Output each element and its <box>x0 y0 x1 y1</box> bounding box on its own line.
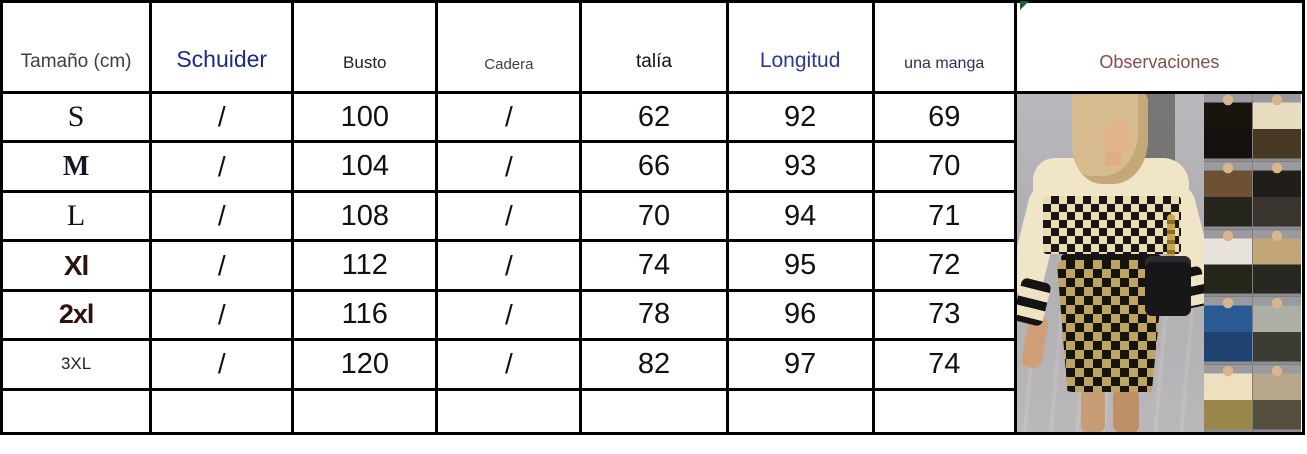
una-manga-value: 74 <box>873 340 1015 389</box>
schuider-value: / <box>151 142 293 191</box>
una-manga-value: 69 <box>873 93 1015 142</box>
empty-cell <box>873 389 1015 433</box>
schuider-value: / <box>151 93 293 142</box>
photo-bottom-margin <box>1017 432 1302 434</box>
variant-thumbnail <box>1204 365 1252 432</box>
cadera-value: / <box>437 191 581 240</box>
main-product-photo <box>1017 94 1204 432</box>
empty-cell <box>727 389 873 433</box>
empty-cell <box>437 389 581 433</box>
column-header-cadera: Cadera <box>437 2 581 93</box>
empty-cell <box>581 389 727 433</box>
talia-value: 82 <box>581 340 727 389</box>
header-row <box>2 2 1304 93</box>
column-header-talia: talía <box>581 2 727 93</box>
cadera-value: / <box>437 340 581 389</box>
busto-value: 100 <box>293 93 437 142</box>
cadera-value: / <box>437 241 581 290</box>
cadera-value: / <box>437 290 581 339</box>
talia-value: 74 <box>581 241 727 290</box>
size-label: 3XL <box>2 340 151 389</box>
model-left-leg <box>1081 390 1105 432</box>
longitud-value: 95 <box>727 241 873 290</box>
thumbnail-grid <box>1204 94 1301 432</box>
empty-cell <box>293 389 437 433</box>
size-label: M <box>2 142 151 191</box>
busto-value: 112 <box>293 241 437 290</box>
variant-thumbnail <box>1253 162 1301 229</box>
variant-thumbnail <box>1253 365 1301 432</box>
observaciones-photo-cell <box>1015 93 1303 434</box>
una-manga-value: 72 <box>873 241 1015 290</box>
una-manga-value: 70 <box>873 142 1015 191</box>
schuider-value: / <box>151 290 293 339</box>
talia-value: 70 <box>581 191 727 240</box>
schuider-value: / <box>151 241 293 290</box>
handbag <box>1145 256 1191 316</box>
model-neck <box>1105 152 1121 166</box>
cadera-value: / <box>437 93 581 142</box>
talia-value: 66 <box>581 142 727 191</box>
size-label: 2xl <box>2 290 151 339</box>
column-header-tamano: Tamaño (cm) <box>2 2 151 93</box>
model-face <box>1103 120 1131 156</box>
table-row-s <box>2 93 1304 142</box>
una-manga-value: 71 <box>873 191 1015 240</box>
cell-flag-icon <box>1020 1 1029 10</box>
variant-thumbnail <box>1204 94 1252 161</box>
longitud-value: 94 <box>727 191 873 240</box>
column-header-observaciones: Observaciones <box>1015 2 1303 93</box>
longitud-value: 92 <box>727 93 873 142</box>
empty-cell <box>151 389 293 433</box>
una-manga-value: 73 <box>873 290 1015 339</box>
column-header-busto: Busto <box>293 2 437 93</box>
product-photo <box>1017 94 1302 432</box>
variant-thumbnail <box>1204 162 1252 229</box>
column-header-schuider: Schuider <box>151 2 293 93</box>
schuider-value: / <box>151 191 293 240</box>
talia-value: 78 <box>581 290 727 339</box>
variant-thumbnail <box>1204 297 1252 364</box>
column-header-una-manga: una manga <box>873 2 1015 93</box>
longitud-value: 97 <box>727 340 873 389</box>
variant-thumbnail <box>1253 230 1301 297</box>
empty-cell <box>2 389 151 433</box>
busto-value: 120 <box>293 340 437 389</box>
busto-value: 116 <box>293 290 437 339</box>
column-header-longitud: Longitud <box>727 2 873 93</box>
busto-value: 108 <box>293 191 437 240</box>
cadera-value: / <box>437 142 581 191</box>
variant-thumbnail <box>1204 230 1252 297</box>
variant-thumbnail <box>1253 297 1301 364</box>
busto-value: 104 <box>293 142 437 191</box>
variant-thumbnail <box>1253 94 1301 161</box>
size-label: S <box>2 93 151 142</box>
longitud-value: 93 <box>727 142 873 191</box>
pattern-band <box>1043 196 1181 254</box>
model-right-leg <box>1113 390 1139 432</box>
size-label: Xl <box>2 241 151 290</box>
longitud-value: 96 <box>727 290 873 339</box>
talia-value: 62 <box>581 93 727 142</box>
size-label: L <box>2 191 151 240</box>
schuider-value: / <box>151 340 293 389</box>
